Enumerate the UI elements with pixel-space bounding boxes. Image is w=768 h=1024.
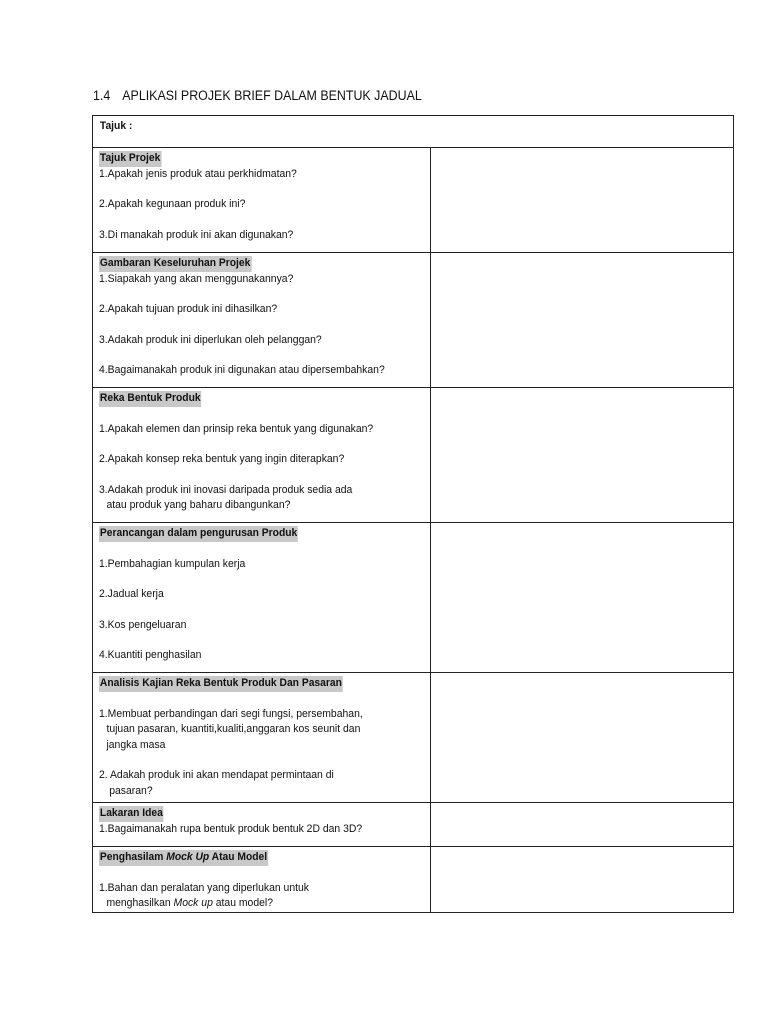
section-questions <box>93 388 431 523</box>
question-line: atau produk yang baharu dibangunkan? <box>106 499 291 511</box>
question: 2.Apakah kegunaan produk ini? <box>99 198 246 210</box>
answer-cell[interactable] <box>431 803 734 847</box>
question-line: 1.Bahan dan peralatan yang diperlukan untuk <box>99 881 309 894</box>
question <box>99 707 407 754</box>
question-line: 1.Membuat perbandingan dari segi fungsi, persembahan, <box>99 707 363 720</box>
question <box>99 881 407 912</box>
section-row <box>93 253 734 388</box>
question-line: pasaran? <box>109 784 153 797</box>
question: 3.Adakah produk ini diperlukan oleh pelanggan? <box>99 333 322 346</box>
answer-cell[interactable] <box>431 673 734 803</box>
question: 3.Kos pengeluaran <box>99 618 187 631</box>
section-row <box>93 148 734 253</box>
section-title-part: Atau Model <box>209 851 268 863</box>
section-title-emphasis: Mock Up <box>166 851 210 863</box>
section-row <box>93 847 734 913</box>
section-questions <box>93 847 431 913</box>
section-questions <box>93 803 431 847</box>
question <box>99 483 407 514</box>
question: 1.Apakah elemen dan prinsip reka bentuk yang digunakan? <box>99 422 374 435</box>
section-title: Reka Bentuk Produk <box>99 391 202 407</box>
question: 3.Di manakah produk ini akan digunakan? <box>99 228 294 241</box>
section-questions <box>93 148 431 253</box>
section-questions <box>93 253 431 388</box>
section-row <box>93 523 734 673</box>
page-heading <box>93 88 422 103</box>
answer-cell[interactable] <box>431 523 734 673</box>
answer-cell[interactable] <box>431 388 734 523</box>
question-line: jangka masa <box>106 738 166 751</box>
section-title: Lakaran Idea <box>99 806 164 822</box>
question-line <box>99 896 407 912</box>
heading-number: 1.4 <box>93 88 111 103</box>
tajuk-row <box>93 116 734 148</box>
section-title: Tajuk Projek <box>99 151 161 167</box>
section-title-part: Penghasilam <box>99 851 167 863</box>
section-title: Analisis Kajian Reka Bentuk Produk Dan Pasaran <box>99 676 343 692</box>
tajuk-cell[interactable] <box>93 116 734 148</box>
section-row <box>93 388 734 523</box>
question: 1.Apakah jenis produk atau perkhidmatan? <box>99 167 297 180</box>
answer-cell[interactable] <box>431 148 734 253</box>
question-line-emphasis: Mock up <box>173 897 213 909</box>
question <box>99 768 407 799</box>
question: 4.Bagaimanakah produk ini digunakan atau dipersembahkan? <box>99 364 385 376</box>
question: 4.Kuantiti penghasilan <box>99 649 202 661</box>
question-line: 3.Adakah produk ini inovasi daripada produk sedia ada <box>99 483 353 496</box>
question-line-part: menghasilkan <box>106 897 174 909</box>
section-title: Perancangan dalam pengurusan Produk <box>99 526 298 542</box>
question-line: tujuan pasaran, kuantiti,kualiti,anggaran kos seunit dan <box>106 723 361 735</box>
section-title: Gambaran Keseluruhan Projek <box>99 256 251 272</box>
section-row <box>93 673 734 803</box>
question: 2.Jadual kerja <box>99 588 164 600</box>
answer-cell[interactable] <box>431 253 734 388</box>
question-line-part: atau model? <box>212 897 274 909</box>
question: 2.Apakah tujuan produk ini dihasilkan? <box>99 303 278 315</box>
question-line: 2. Adakah produk ini akan mendapat permintaan di <box>99 769 334 781</box>
question: 1.Pembahagian kumpulan kerja <box>99 557 246 570</box>
section-questions <box>93 673 431 803</box>
question: 1.Siapakah yang akan menggunakannya? <box>99 272 294 285</box>
project-brief-table <box>92 115 734 913</box>
question: 2.Apakah konsep reka bentuk yang ingin diterapkan? <box>99 453 345 465</box>
answer-cell[interactable] <box>431 847 734 913</box>
question: 1.Bagaimanakah rupa bentuk produk bentuk 2D dan 3D? <box>99 822 363 835</box>
section-title <box>99 850 268 866</box>
tajuk-label: Tajuk : <box>99 120 133 132</box>
heading-text: APLIKASI PROJEK BRIEF DALAM BENTUK JADUAL <box>122 88 422 103</box>
section-row <box>93 803 734 847</box>
section-questions <box>93 523 431 673</box>
